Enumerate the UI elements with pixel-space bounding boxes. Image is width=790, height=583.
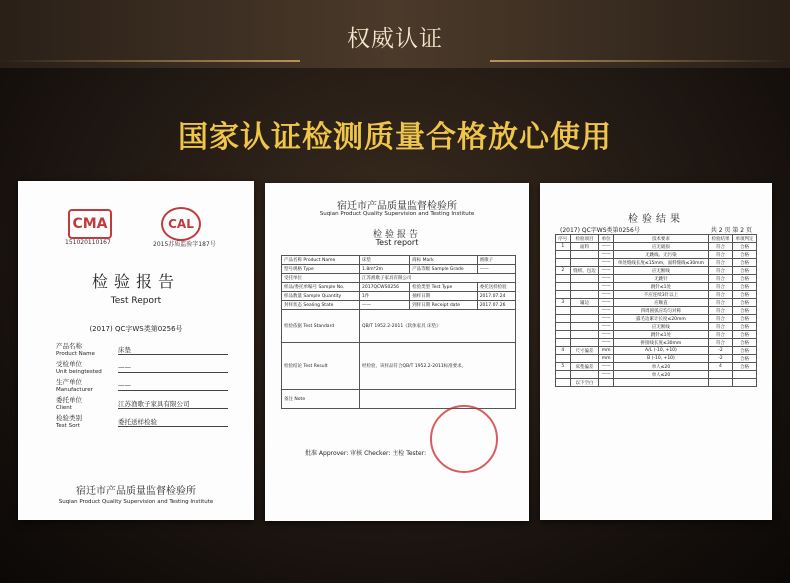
results-title: 检验结果: [628, 214, 684, 225]
table-cell: B (-10, +10): [613, 355, 708, 363]
table-row: 样品数量 Sample Quantity 1件 抽样日期 2017.07.24: [282, 292, 516, 301]
table-cell: 2: [556, 267, 571, 275]
table-cell: 符合: [708, 315, 732, 323]
report-institute-en: Suqian Product Quality Supervision and Testing Institute: [319, 211, 475, 217]
table-cell: ——: [599, 259, 614, 267]
table-row: [556, 243, 757, 251]
table-cell: [556, 371, 571, 379]
table-cell: 应顺直: [613, 299, 708, 307]
table-cell: ——: [599, 283, 614, 291]
table-row: [556, 355, 757, 363]
table-header-row: 序号 检验项目 单位 技术要求 检验结果 单项判定: [556, 235, 757, 243]
table-cell: 床垫偏差: [570, 363, 599, 371]
table-cell: 4: [556, 347, 571, 355]
table-cell: [570, 307, 599, 315]
table-row: 备注 Note: [282, 390, 516, 409]
table-cell: 合格: [732, 291, 756, 299]
field-label-client: 委托单位 Client: [56, 396, 82, 411]
table-cell: 应无破损: [613, 243, 708, 251]
table-row: [556, 363, 757, 371]
table-cell: 单处缝线长度≤15mm，面料缝线≤30mm: [613, 259, 708, 267]
top-banner: [0, 0, 790, 68]
table-cell: ——: [599, 267, 614, 275]
field-label-test-sort: 检验类别 Test Sort: [56, 414, 82, 429]
table-cell: [556, 355, 571, 363]
table-cell: [570, 371, 599, 379]
table-cell: 符合: [708, 323, 732, 331]
results-number-line: [560, 225, 752, 234]
table-cell: ——: [599, 251, 614, 259]
table-row: 产品名称 Product Name 床垫 商标 Mark 渔歌子: [282, 256, 516, 265]
table-cell: 应无断线: [613, 267, 708, 275]
table-cell: 3: [556, 299, 571, 307]
field-value-unit: ——: [118, 363, 228, 373]
table-cell: 缝纫、包边: [570, 267, 599, 275]
table-row: [556, 315, 757, 323]
table-cell: 四周圆弧应均匀对称: [613, 307, 708, 315]
table-cell: [556, 315, 571, 323]
field-value-product: 床垫: [118, 345, 228, 355]
table-cell: ——: [599, 315, 614, 323]
table-cell: 4: [708, 363, 732, 371]
table-cell: 单人≤20: [613, 363, 708, 371]
banner-right-line: [490, 60, 790, 62]
table-cell: 应无断线: [613, 323, 708, 331]
table-cell: [556, 283, 571, 291]
table-cell: 合格: [732, 243, 756, 251]
table-row: [556, 331, 757, 339]
table-cell: [708, 371, 732, 379]
table-row: 封样状态 Sealing State —— 到样日期 Receipt date 2017.07.26: [282, 301, 516, 310]
table-cell: [732, 371, 756, 379]
field-value-client: 江苏渔歌子家具有限公司: [118, 399, 228, 409]
table-cell: 合格: [732, 339, 756, 347]
table-cell: 辅边: [570, 299, 599, 307]
table-row: [556, 299, 757, 307]
table-cell: 符合: [708, 291, 732, 299]
table-cell: 合格: [732, 315, 756, 323]
table-cell: 1: [556, 243, 571, 251]
report-cover-document: [18, 181, 254, 520]
banner-title: 权威认证: [347, 26, 443, 52]
field-label-manufacturer: 生产单位 Manufacturer: [56, 378, 93, 393]
table-cell: 符合: [708, 339, 732, 347]
banner-left-line: [0, 60, 300, 62]
table-cell: 符合: [708, 307, 732, 315]
table-cell: 合格: [732, 267, 756, 275]
table-cell: [556, 339, 571, 347]
table-cell: 合格: [732, 251, 756, 259]
table-cell: ——: [599, 323, 614, 331]
table-cell: [570, 291, 599, 299]
table-cell: 合格: [732, 363, 756, 371]
cover-institute-cn: 宿迁市产品质量监督检验所: [76, 486, 196, 497]
table-cell: [570, 275, 599, 283]
cover-title-en: Test Report: [110, 296, 162, 306]
table-cell: 拼接线长度≤30mm: [613, 339, 708, 347]
test-report-document: [265, 183, 529, 521]
table-cell: 合格: [732, 275, 756, 283]
field-value-test-sort: 委托送样检验: [118, 417, 228, 427]
table-cell: [556, 291, 571, 299]
table-cell: [556, 379, 571, 387]
table-cell: 符合: [708, 259, 732, 267]
headline: 国家认证检测质量合格放心使用: [178, 120, 612, 155]
field-value-manufacturer: ——: [118, 381, 228, 391]
table-cell: 合格: [732, 331, 756, 339]
cover-institute-en: Suqian Product Quality Supervision and Testing Institute: [58, 499, 214, 505]
table-cell: -2: [708, 355, 732, 363]
table-cell: 符合: [708, 243, 732, 251]
table-cell: 符合: [708, 283, 732, 291]
report-info-table: [281, 255, 516, 409]
table-cell: 合格: [732, 259, 756, 267]
table-cell: 无跳针: [613, 275, 708, 283]
table-cell: 合格: [732, 347, 756, 355]
results-report-number: (2017) QC字WS类第0256号: [560, 227, 640, 234]
table-cell: [613, 379, 708, 387]
table-cell: 合格: [732, 307, 756, 315]
table-cell: [708, 379, 732, 387]
table-cell: 单人≤20: [613, 371, 708, 379]
table-cell: [556, 259, 571, 267]
table-cell: 尺寸偏差: [570, 347, 599, 355]
table-row: [556, 339, 757, 347]
table-cell: 无跳线、无污染: [613, 251, 708, 259]
table-cell: 5: [556, 363, 571, 371]
table-cell: [732, 379, 756, 387]
results-page-count: 共 2 页 第 2 页: [710, 227, 752, 234]
table-cell: ——: [599, 243, 614, 251]
table-cell: [556, 307, 571, 315]
cal-seal-icon: CAL: [161, 207, 201, 241]
table-row: [556, 251, 757, 259]
table-cell: 符合: [708, 267, 732, 275]
table-cell: [556, 251, 571, 259]
field-label-unit: 受检单位 Unit beingtested: [56, 360, 102, 375]
table-cell: [570, 315, 599, 323]
table-cell: 合格: [732, 323, 756, 331]
table-row: [556, 307, 757, 315]
table-row: 样品/委托单编号 Sample No. 2017QCWS0256 检验类型 Test Type 委托送样检验: [282, 283, 516, 292]
table-cell: [570, 283, 599, 291]
table-cell: ——: [599, 307, 614, 315]
table-cell: ——: [599, 339, 614, 347]
table-row: 受托单位 江苏渔歌子家具有限公司: [282, 274, 516, 283]
table-cell: [570, 259, 599, 267]
table-cell: 符合: [708, 275, 732, 283]
table-cell: [570, 331, 599, 339]
table-cell: 露毛边累计长度≤20mm: [613, 315, 708, 323]
table-cell: [556, 323, 571, 331]
table-cell: [570, 251, 599, 259]
cover-report-number: (2017) QC字WS类第0256号: [89, 325, 183, 333]
report-title-en: Test report: [375, 238, 419, 247]
table-row: [556, 259, 757, 267]
cma-number: 151020110167: [65, 239, 111, 246]
table-row: [556, 379, 757, 387]
table-cell: ——: [599, 363, 614, 371]
results-table: [555, 234, 757, 387]
table-row: [556, 267, 757, 275]
table-row: 检验依据 Test Standard QB/T 1952.2-2011《软体家具 床垫》: [282, 310, 516, 343]
report-institute-cn: 宿迁市产品质量监督检验所: [337, 201, 457, 212]
table-row: [556, 347, 757, 355]
table-cell: 合格: [732, 283, 756, 291]
table-cell: ——: [599, 299, 614, 307]
table-row: [556, 371, 757, 379]
table-row: 检验结论 Test Result 经检验，该样品符合QB/T 1952.2-2011标准要求。: [282, 343, 516, 390]
cma-seal-icon: CMA: [68, 209, 112, 239]
field-label-product: 产品名称 Product Name: [56, 342, 95, 357]
test-results-document: [540, 183, 772, 520]
table-cell: [570, 339, 599, 347]
table-cell: 合格: [732, 355, 756, 363]
table-cell: 跳针≤1处: [613, 283, 708, 291]
cal-number: 2015苏质监验字187号: [153, 241, 216, 248]
table-row: [556, 275, 757, 283]
table-cell: 不应连续3针以上: [613, 291, 708, 299]
table-cell: -2: [708, 347, 732, 355]
table-cell: [556, 275, 571, 283]
table-cell: ——: [599, 275, 614, 283]
table-cell: [570, 323, 599, 331]
cover-title: 检验报告: [91, 272, 180, 291]
table-row: [556, 283, 757, 291]
table-cell: ——: [599, 371, 614, 379]
table-cell: 面料: [570, 243, 599, 251]
table-cell: 合格: [732, 299, 756, 307]
table-cell: [599, 379, 614, 387]
table-cell: mm: [599, 347, 614, 355]
table-cell: 以下空白: [570, 379, 599, 387]
table-cell: ——: [599, 331, 614, 339]
table-cell: mm: [599, 355, 614, 363]
table-cell: 符合: [708, 331, 732, 339]
table-cell: [570, 355, 599, 363]
table-cell: A/L (-10, +10): [613, 347, 708, 355]
table-row: [556, 291, 757, 299]
report-title-cn: 检验报告: [372, 230, 421, 240]
table-cell: [556, 331, 571, 339]
table-cell: 符合: [708, 299, 732, 307]
table-row: 型号规格 Type 1.8m*2m 产品等级 Sample Grade ——: [282, 265, 516, 274]
table-row: [556, 323, 757, 331]
red-stamp-icon: [430, 405, 498, 473]
table-cell: ——: [599, 291, 614, 299]
table-cell: 符合: [708, 251, 732, 259]
report-signatures: 批准 Approver: 审核 Checker: 主检 Tester:: [305, 450, 427, 457]
table-cell: 跳针≤1处: [613, 331, 708, 339]
